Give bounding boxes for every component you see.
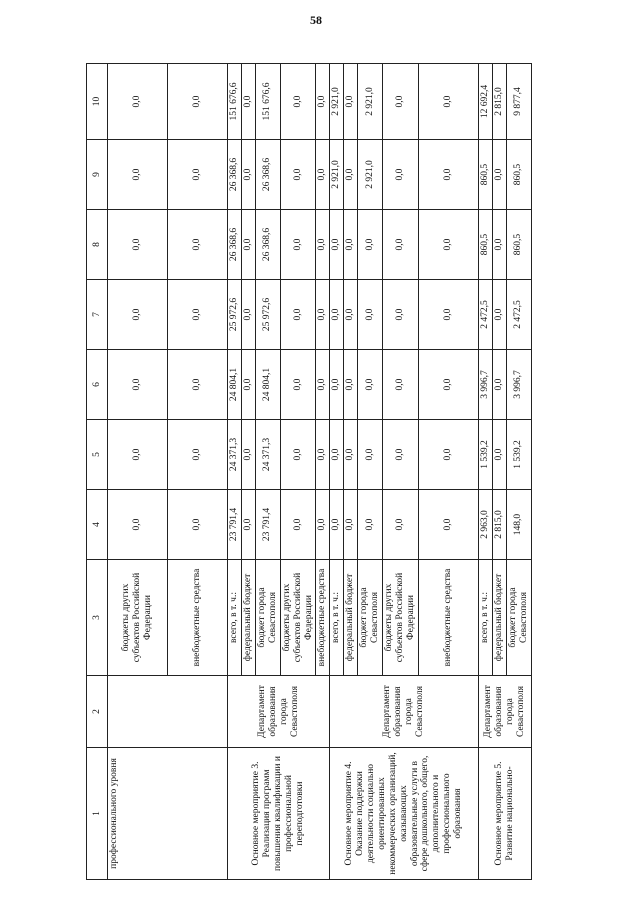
- value-cell: 26 368,6: [228, 210, 242, 280]
- value-cell: 0,0: [280, 140, 316, 210]
- value-cell: 0,0: [168, 420, 228, 490]
- value-cell: 0,0: [280, 490, 316, 560]
- rotated-table-frame: [86, 64, 529, 880]
- value-cell: 0,0: [168, 350, 228, 420]
- executor-cell: Департамент образования города Севастополя: [228, 676, 330, 748]
- value-cell: 3 996,7: [506, 350, 531, 420]
- funding-source-cell: федеральный бюджет: [241, 560, 255, 676]
- value-cell: 26 368,6: [228, 140, 242, 210]
- value-cell: 0,0: [280, 64, 316, 140]
- value-cell: 0,0: [241, 140, 255, 210]
- value-cell: 0,0: [316, 280, 330, 350]
- activity-name-cell: Основное мероприятие 3. Реализация программ повышения квалификации и профессиональной переподготовки: [228, 748, 330, 880]
- value-cell: 2 921,0: [330, 64, 344, 140]
- value-cell: 23 791,4: [228, 490, 242, 560]
- value-cell: 26 368,6: [255, 140, 280, 210]
- value-cell: 0,0: [344, 64, 358, 140]
- value-cell: 860,5: [478, 210, 492, 280]
- value-cell: 0,0: [344, 280, 358, 350]
- value-cell: 0,0: [316, 64, 330, 140]
- value-cell: 0,0: [280, 350, 316, 420]
- value-cell: 0,0: [492, 420, 506, 490]
- executor-cell: Департамент образования города Севастополя: [330, 676, 478, 748]
- value-cell: 24 371,3: [228, 420, 242, 490]
- funding-source-cell: всего, в т. ч.:: [478, 560, 492, 676]
- value-cell: 2 815,0: [492, 490, 506, 560]
- value-cell: 0,0: [241, 420, 255, 490]
- value-cell: 0,0: [168, 280, 228, 350]
- value-cell: 0,0: [108, 140, 168, 210]
- activity-name-cell: Основное мероприятие 5. Развитие национально-: [478, 748, 531, 880]
- table-row: [478, 64, 492, 880]
- value-cell: 0,0: [418, 140, 478, 210]
- table-container: [86, 64, 529, 880]
- col-header: 2: [87, 676, 108, 748]
- value-cell: 148,0: [506, 490, 531, 560]
- value-cell: 3 996,7: [478, 350, 492, 420]
- value-cell: 24 371,3: [255, 420, 280, 490]
- value-cell: 0,0: [492, 350, 506, 420]
- value-cell: 0,0: [418, 210, 478, 280]
- value-cell: 25 972,6: [255, 280, 280, 350]
- budget-table: [86, 63, 532, 880]
- value-cell: 0,0: [316, 350, 330, 420]
- value-cell: 0,0: [280, 210, 316, 280]
- value-cell: 1 539,2: [506, 420, 531, 490]
- value-cell: 0,0: [108, 490, 168, 560]
- value-cell: 0,0: [108, 350, 168, 420]
- value-cell: 0,0: [108, 280, 168, 350]
- value-cell: 0,0: [383, 140, 419, 210]
- funding-source-cell: всего, в т. ч.:: [228, 560, 242, 676]
- funding-source-cell: бюджет города Севастополя: [358, 560, 383, 676]
- col-header: 4: [87, 490, 108, 560]
- value-cell: 0,0: [168, 210, 228, 280]
- value-cell: 26 368,6: [255, 210, 280, 280]
- value-cell: 2 921,0: [358, 140, 383, 210]
- value-cell: 0,0: [344, 420, 358, 490]
- value-cell: 23 791,4: [255, 490, 280, 560]
- value-cell: 25 972,6: [228, 280, 242, 350]
- col-header: 8: [87, 210, 108, 280]
- value-cell: 0,0: [344, 140, 358, 210]
- value-cell: 2 472,5: [478, 280, 492, 350]
- value-cell: 9 877,4: [506, 64, 531, 140]
- value-cell: 0,0: [330, 350, 344, 420]
- value-cell: 860,5: [506, 140, 531, 210]
- value-cell: 0,0: [383, 64, 419, 140]
- funding-source-cell: внебюджетные средства: [168, 560, 228, 676]
- value-cell: 0,0: [418, 490, 478, 560]
- value-cell: 0,0: [358, 280, 383, 350]
- executor-cell: Департамент образования города Севастополя: [478, 676, 531, 748]
- value-cell: 0,0: [383, 210, 419, 280]
- value-cell: 0,0: [418, 64, 478, 140]
- value-cell: 0,0: [316, 140, 330, 210]
- value-cell: 0,0: [168, 140, 228, 210]
- value-cell: 0,0: [383, 350, 419, 420]
- value-cell: 0,0: [358, 490, 383, 560]
- value-cell: 0,0: [358, 420, 383, 490]
- activity-name-cell: Основное мероприятие 4. Оказание поддержки деятельности социально ориентированных некоммерческих организаций, оказывающих образовательные услуги в сфере дошкольного, общего, дополнительного и профессионального образования: [330, 748, 478, 880]
- value-cell: 0,0: [241, 210, 255, 280]
- col-header: 7: [87, 280, 108, 350]
- value-cell: 0,0: [383, 490, 419, 560]
- page-number: 58: [310, 13, 322, 27]
- funding-source-cell: бюджет города Севастополя: [255, 560, 280, 676]
- funding-source-cell: федеральный бюджет: [492, 560, 506, 676]
- value-cell: 0,0: [280, 420, 316, 490]
- value-cell: 0,0: [344, 490, 358, 560]
- executor-cell: [108, 676, 228, 748]
- table-row: [330, 64, 344, 880]
- value-cell: 2 921,0: [330, 140, 344, 210]
- col-header: 5: [87, 420, 108, 490]
- value-cell: 0,0: [492, 210, 506, 280]
- value-cell: 0,0: [344, 350, 358, 420]
- value-cell: 0,0: [280, 280, 316, 350]
- value-cell: 151 676,6: [255, 64, 280, 140]
- funding-source-cell: бюджет города Севастополя: [506, 560, 531, 676]
- value-cell: 0,0: [418, 420, 478, 490]
- value-cell: 0,0: [108, 420, 168, 490]
- value-cell: 12 692,4: [478, 64, 492, 140]
- value-cell: 860,5: [506, 210, 531, 280]
- value-cell: 0,0: [330, 420, 344, 490]
- activity-name-cell: профессионального уровня: [108, 748, 228, 880]
- value-cell: 860,5: [478, 140, 492, 210]
- col-header: 3: [87, 560, 108, 676]
- value-cell: 0,0: [316, 420, 330, 490]
- funding-source-cell: федеральный бюджет: [344, 560, 358, 676]
- value-cell: 0,0: [383, 420, 419, 490]
- funding-source-cell: внебюджетные средства: [418, 560, 478, 676]
- value-cell: 0,0: [418, 280, 478, 350]
- value-cell: 151 676,6: [228, 64, 242, 140]
- value-cell: 2 963,0: [478, 490, 492, 560]
- value-cell: 0,0: [418, 350, 478, 420]
- value-cell: 0,0: [358, 350, 383, 420]
- value-cell: 2 815,0: [492, 64, 506, 140]
- value-cell: 0,0: [241, 490, 255, 560]
- value-cell: 0,0: [108, 210, 168, 280]
- value-cell: 0,0: [330, 210, 344, 280]
- value-cell: 0,0: [108, 64, 168, 140]
- funding-source-cell: внебюджетные средства: [316, 560, 330, 676]
- funding-source-cell: бюджеты других субъектов Российской Федерации: [383, 560, 419, 676]
- value-cell: 2 472,5: [506, 280, 531, 350]
- funding-source-cell: бюджеты других субъектов Российской Федерации: [108, 560, 168, 676]
- value-cell: 0,0: [330, 490, 344, 560]
- value-cell: 0,0: [492, 280, 506, 350]
- value-cell: 0,0: [358, 210, 383, 280]
- col-header: 9: [87, 140, 108, 210]
- value-cell: 24 804,1: [255, 350, 280, 420]
- table-row: [108, 64, 168, 880]
- value-cell: 1 539,2: [478, 420, 492, 490]
- value-cell: 0,0: [168, 490, 228, 560]
- col-header: 1: [87, 748, 108, 880]
- funding-source-cell: всего, в т. ч.:: [330, 560, 344, 676]
- value-cell: 0,0: [344, 210, 358, 280]
- column-header-row: [87, 64, 108, 880]
- value-cell: 2 921,0: [358, 64, 383, 140]
- value-cell: 0,0: [316, 210, 330, 280]
- value-cell: 0,0: [168, 64, 228, 140]
- col-header: 10: [87, 64, 108, 140]
- col-header: 6: [87, 350, 108, 420]
- value-cell: 0,0: [492, 140, 506, 210]
- value-cell: 0,0: [241, 280, 255, 350]
- value-cell: 0,0: [241, 350, 255, 420]
- value-cell: 0,0: [241, 64, 255, 140]
- value-cell: 24 804,1: [228, 350, 242, 420]
- value-cell: 0,0: [383, 280, 419, 350]
- funding-source-cell: бюджеты других субъектов Российской Федерации: [280, 560, 316, 676]
- value-cell: 0,0: [330, 280, 344, 350]
- table-row: [228, 64, 242, 880]
- value-cell: 0,0: [316, 490, 330, 560]
